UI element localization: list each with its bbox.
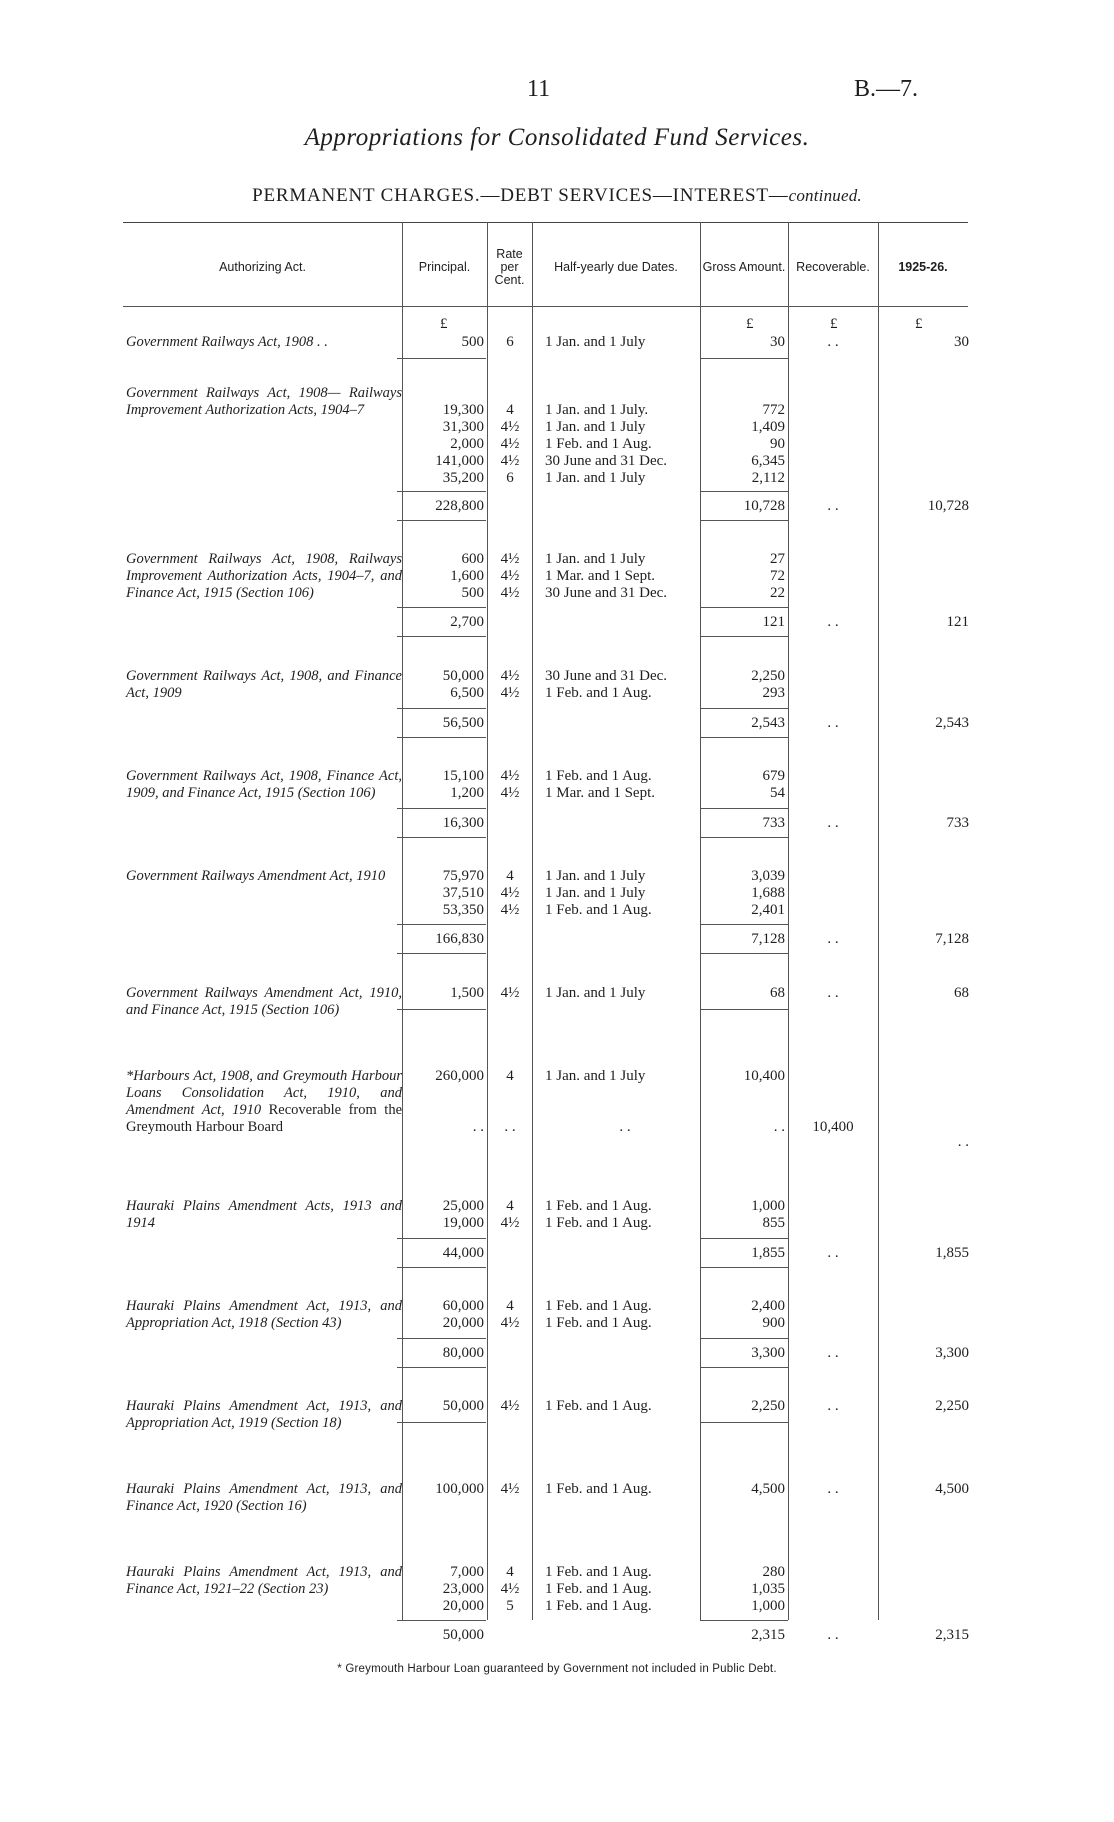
recoverable-cell: . .	[827, 1627, 839, 1643]
principal-subtotal: 56,500	[442, 715, 484, 731]
rate-cell: 4	[506, 402, 514, 418]
year-total-cell: 68	[954, 985, 969, 1001]
gross-subtotal: 2,315	[751, 1627, 785, 1643]
gross-cell: . .	[773, 1119, 785, 1135]
dates-cell: 1 Feb. and 1 Aug.	[545, 1598, 652, 1614]
principal-subtotal: 228,800	[435, 498, 484, 514]
act-title: *Harbours Act, 1908, and Greymouth Harbour Loans Consolidation Act, 1910, and Amendment Act, 1910	[126, 1068, 402, 1118]
principal-subtotal: 2,700	[450, 614, 484, 630]
rate-column	[490, 1564, 530, 1615]
gross-subtotal: 7,128	[751, 931, 785, 947]
gross-rule	[700, 636, 788, 637]
rate-cell: 4½	[500, 585, 520, 601]
rate-cell: 4½	[500, 1215, 520, 1231]
recoverable-cell: . .	[827, 1345, 839, 1361]
dates-cell: 1 Feb. and 1 Aug.	[545, 1298, 652, 1314]
gross-cell: 27	[770, 551, 785, 567]
principal-rule	[397, 358, 486, 359]
table-top-rule	[123, 222, 968, 223]
gross-cell: 1,000	[751, 1598, 785, 1614]
year-total-cell: 30	[954, 334, 969, 350]
divider-principal	[402, 222, 403, 1620]
dates-cell: 1 Feb. and 1 Aug.	[545, 436, 652, 452]
dates-cell: 1 Feb. and 1 Aug.	[545, 1198, 652, 1214]
gross-rule	[700, 358, 788, 359]
gross-cell: 1,688	[751, 885, 785, 901]
principal-cell: 75,970	[442, 868, 484, 884]
year-total-cell: 1,855	[935, 1245, 969, 1261]
gross-rule	[700, 837, 788, 838]
rate-cell: 4½	[500, 419, 520, 435]
principal-subtotal: 166,830	[435, 931, 484, 947]
rate-column	[490, 868, 530, 919]
dates-cell: 1 Jan. and 1 July	[545, 334, 646, 350]
gross-cell: 72	[770, 568, 785, 584]
dates-cell: 1 Jan. and 1 July	[545, 551, 646, 567]
gross-cell: 54	[770, 785, 785, 801]
dates-cell: 30 June and 31 Dec.	[545, 453, 668, 469]
principal-cell: 50,000	[442, 1398, 484, 1414]
principal-rule	[397, 636, 486, 637]
authorizing-act: Government Railways Act, 1908— Railways Improvement Authorization Acts, 1904–7	[126, 385, 402, 418]
principal-cell: 7,000	[450, 1564, 484, 1580]
recoverable-cell: . .	[827, 334, 839, 350]
gross-rule	[700, 520, 788, 521]
gross-cell: 22	[770, 585, 785, 601]
dates-cell: 1 Feb. and 1 Aug.	[545, 1481, 652, 1497]
authorizing-act: Hauraki Plains Amendment Acts, 1913 and 1914	[126, 1198, 402, 1231]
gross-rule	[700, 1338, 788, 1339]
authorizing-act: Hauraki Plains Amendment Act, 1913, and Finance Act, 1920 (Section 16)	[126, 1481, 402, 1514]
dates-cell: 1 Feb. and 1 Aug.	[545, 902, 652, 918]
gross-cell: 2,401	[751, 902, 785, 918]
gross-column	[700, 551, 785, 602]
rate-cell: 5	[506, 1598, 514, 1614]
dates-column	[545, 1198, 705, 1232]
rate-cell: 4	[506, 868, 514, 884]
gross-rule	[700, 808, 788, 809]
gross-subtotal: 733	[762, 815, 785, 831]
year-total-cell: 3,300	[935, 1345, 969, 1361]
gross-column	[700, 768, 785, 802]
year-total-cell: 4,500	[935, 1481, 969, 1497]
principal-cell: 35,200	[442, 470, 484, 486]
rate-column	[490, 768, 530, 802]
rate-column	[490, 402, 530, 487]
gross-cell: 2,400	[751, 1298, 785, 1314]
gross-cell: 4,500	[751, 1481, 785, 1497]
gross-rule	[700, 708, 788, 709]
gross-subtotal: 3,300	[751, 1345, 785, 1361]
dates-cell: 1 Jan. and 1 July.	[545, 402, 649, 418]
principal-rule	[397, 808, 486, 809]
recoverable-cell: . .	[827, 498, 839, 514]
column-header-rate: Rate per Cent.	[494, 247, 525, 287]
dates-cell: 1 Feb. and 1 Aug.	[545, 1398, 652, 1414]
gross-column	[700, 402, 785, 487]
authorizing-act: Hauraki Plains Amendment Act, 1913, and Finance Act, 1921–22 (Section 23)	[126, 1564, 402, 1597]
gross-cell: 772	[762, 402, 785, 418]
authorizing-act: Government Railways Amendment Act, 1910, and Finance Act, 1915 (Section 106)	[126, 985, 402, 1018]
gross-cell: 855	[762, 1215, 785, 1231]
gross-cell: 2,250	[751, 1398, 785, 1414]
authorizing-act: Government Railways Act, 1908, Finance Act, 1909, and Finance Act, 1915 (Section 106)	[126, 768, 402, 801]
dates-cell: 1 Jan. and 1 July	[545, 985, 646, 1001]
year-total-cell: 733	[946, 815, 969, 831]
dates-column	[545, 1298, 705, 1332]
principal-cell: 19,000	[442, 1215, 484, 1231]
recoverable-cell: . .	[827, 931, 839, 947]
principal-column	[404, 1564, 484, 1615]
rate-cell: 6	[506, 470, 514, 486]
principal-cell: 1,500	[450, 985, 484, 1001]
principal-cell: 500	[461, 585, 484, 601]
rate-cell: 4½	[500, 1481, 520, 1497]
dates-cell: . .	[619, 1119, 631, 1135]
rate-cell: 4½	[500, 985, 520, 1001]
dates-cell: 1 Jan. and 1 July	[545, 1068, 646, 1084]
principal-cell: 60,000	[442, 1298, 484, 1314]
dates-cell: 30 June and 31 Dec.	[545, 668, 668, 684]
column-header-recoverable: Recoverable.	[796, 260, 870, 274]
dates-cell: 1 Feb. and 1 Aug.	[545, 1564, 652, 1580]
authorizing-act: Hauraki Plains Amendment Act, 1913, and Appropriation Act, 1919 (Section 18)	[126, 1398, 402, 1431]
principal-cell: 500	[461, 334, 484, 350]
principal-rule	[397, 708, 486, 709]
principal-rule	[397, 1620, 486, 1621]
dates-column	[545, 868, 705, 919]
principal-cell: 20,000	[442, 1315, 484, 1331]
principal-cell: 53,350	[442, 902, 484, 918]
unit-recoverable: £	[830, 316, 838, 332]
principal-column	[404, 668, 484, 702]
column-header-gross: Gross Amount.	[702, 260, 786, 274]
recoverable-note: Recoverable from the Greymouth Harbour Board	[126, 1102, 402, 1135]
principal-cell: 2,000	[450, 436, 484, 452]
column-header-year: 1925-26.	[898, 260, 948, 274]
gross-rule	[700, 953, 788, 954]
gross-rule	[700, 924, 788, 925]
principal-rule	[397, 953, 486, 954]
rate-cell: 4	[506, 1198, 514, 1214]
rate-cell: 4½	[500, 1398, 520, 1414]
gross-cell: 10,400	[743, 1068, 785, 1084]
gross-cell: 2,112	[751, 470, 785, 486]
principal-cell: 37,510	[442, 885, 484, 901]
gross-subtotal: 2,543	[751, 715, 785, 731]
gross-cell: 293	[762, 685, 785, 701]
principal-subtotal: 44,000	[442, 1245, 484, 1261]
gross-cell: 68	[770, 985, 785, 1001]
authorizing-act	[126, 1068, 402, 1136]
recoverable-cell: . .	[827, 1245, 839, 1261]
gross-cell: 280	[762, 1564, 785, 1580]
principal-column	[404, 1298, 484, 1332]
principal-cell: 100,000	[435, 1481, 484, 1497]
principal-cell: 25,000	[442, 1198, 484, 1214]
gross-rule	[700, 737, 788, 738]
dates-cell: 1 Jan. and 1 July	[545, 868, 646, 884]
rate-cell: 4½	[500, 668, 520, 684]
year-total-cell: . .	[957, 1134, 969, 1150]
gross-cell: 1,409	[751, 419, 785, 435]
recoverable-cell: . .	[827, 1398, 839, 1414]
recoverable-cell: . .	[827, 985, 839, 1001]
unit-principal: £	[440, 316, 448, 332]
gross-subtotal: 121	[762, 614, 785, 630]
authorizing-act: Government Railways Act, 1908, and Finance Act, 1909	[126, 668, 402, 701]
gross-rule	[700, 491, 788, 492]
recoverable-cell: . .	[827, 1481, 839, 1497]
principal-column	[404, 1198, 484, 1232]
dates-column	[545, 551, 705, 602]
divider-rate	[487, 222, 488, 1620]
page-number: 11	[527, 76, 551, 102]
principal-rule	[397, 1367, 486, 1368]
unit-gross: £	[746, 316, 754, 332]
dates-cell: 1 Mar. and 1 Sept.	[545, 785, 655, 801]
gross-column	[700, 1564, 785, 1615]
column-header-dates: Half-yearly due Dates.	[554, 260, 678, 274]
gross-rule	[700, 1620, 788, 1621]
gross-cell: 6,345	[751, 453, 785, 469]
principal-cell: 141,000	[435, 453, 484, 469]
unit-year: £	[915, 316, 923, 332]
principal-cell: 19,300	[442, 402, 484, 418]
gross-column	[700, 868, 785, 919]
principal-cell: 20,000	[442, 1598, 484, 1614]
dates-cell: 1 Feb. and 1 Aug.	[545, 685, 652, 701]
gross-column	[700, 1198, 785, 1232]
principal-subtotal: 80,000	[442, 1345, 484, 1361]
dates-cell: 30 June and 31 Dec.	[545, 585, 668, 601]
rate-cell: 4	[506, 1298, 514, 1314]
gross-rule	[700, 1009, 788, 1010]
column-header-act: Authorizing Act.	[219, 260, 306, 274]
gross-rule	[700, 1422, 788, 1423]
principal-subtotal: 50,000	[442, 1627, 484, 1643]
gross-rule	[700, 1267, 788, 1268]
rate-cell: 4	[506, 1068, 514, 1084]
header-bottom-rule	[123, 306, 968, 307]
rate-cell: . .	[504, 1119, 516, 1135]
dates-cell: 1 Feb. and 1 Aug.	[545, 768, 652, 784]
footnote: * Greymouth Harbour Loan guaranteed by Government not included in Public Debt.	[337, 1663, 777, 1675]
gross-subtotal: 1,855	[751, 1245, 785, 1261]
gross-cell: 1,000	[751, 1198, 785, 1214]
gross-cell: 2,250	[751, 668, 785, 684]
rate-column	[490, 551, 530, 602]
principal-cell: 31,300	[442, 419, 484, 435]
recoverable-cell: . .	[827, 815, 839, 831]
rate-cell: 4½	[500, 1581, 520, 1597]
rate-cell: 4½	[500, 885, 520, 901]
rate-cell: 4½	[500, 685, 520, 701]
dates-column	[545, 1564, 705, 1615]
year-total-cell: 2,543	[935, 715, 969, 731]
principal-rule	[397, 607, 486, 608]
recoverable-cell: . .	[827, 715, 839, 731]
authorizing-act: Government Railways Act, 1908 . .	[126, 334, 328, 350]
gross-cell: 3,039	[751, 868, 785, 884]
gross-rule	[700, 1238, 788, 1239]
rate-cell: 4½	[500, 768, 520, 784]
principal-rule	[397, 491, 486, 492]
recoverable-cell: 10,400	[812, 1119, 854, 1135]
rate-cell: 4½	[500, 568, 520, 584]
rate-cell: 4½	[500, 1315, 520, 1331]
dates-cell: 1 Feb. and 1 Aug.	[545, 1581, 652, 1597]
gross-rule	[700, 607, 788, 608]
year-total-cell: 10,728	[927, 498, 969, 514]
dates-cell: 1 Mar. and 1 Sept.	[545, 568, 655, 584]
year-total-cell: 7,128	[935, 931, 969, 947]
subtitle-main: PERMANENT CHARGES.—DEBT SERVICES—INTEREST—	[252, 185, 789, 206]
principal-column	[404, 551, 484, 602]
gross-column	[700, 668, 785, 702]
principal-cell: 6,500	[450, 685, 484, 701]
principal-rule	[397, 837, 486, 838]
principal-cell: . .	[472, 1119, 484, 1135]
rate-cell: 4½	[500, 551, 520, 567]
recoverable-cell: . .	[827, 614, 839, 630]
principal-rule	[397, 1267, 486, 1268]
principal-cell: 600	[461, 551, 484, 567]
dates-cell: 1 Feb. and 1 Aug.	[545, 1215, 652, 1231]
gross-cell: 90	[770, 436, 785, 452]
rate-cell: 4½	[500, 453, 520, 469]
principal-rule	[397, 1238, 486, 1239]
principal-rule	[397, 1009, 486, 1010]
year-total-cell: 121	[946, 614, 969, 630]
rate-cell: 4½	[500, 436, 520, 452]
dates-column	[545, 768, 705, 802]
document-reference: B.—7.	[853, 76, 918, 102]
subtitle-suffix: continued.	[788, 186, 862, 205]
rate-cell: 6	[506, 334, 514, 350]
gross-cell: 1,035	[751, 1581, 785, 1597]
year-total-cell: 2,315	[935, 1627, 969, 1643]
authorizing-act: Government Railways Act, 1908, Railways Improvement Authorization Acts, 1904–7, and Finance Act, 1915 (Section 106)	[126, 551, 402, 601]
dates-cell: 1 Feb. and 1 Aug.	[545, 1315, 652, 1331]
divider-dates	[532, 222, 533, 1620]
page-subtitle	[0, 185, 1114, 207]
dates-column	[545, 668, 705, 702]
principal-rule	[397, 520, 486, 521]
column-header-principal: Principal.	[418, 260, 471, 274]
divider-year	[878, 222, 879, 1620]
rate-column	[490, 1198, 530, 1232]
authorizing-act: Hauraki Plains Amendment Act, 1913, and Appropriation Act, 1918 (Section 43)	[126, 1298, 402, 1331]
gross-cell: 30	[770, 334, 785, 350]
rate-cell: 4½	[500, 902, 520, 918]
rate-cell: 4½	[500, 785, 520, 801]
year-total-cell: 2,250	[935, 1398, 969, 1414]
principal-rule	[397, 924, 486, 925]
principal-cell: 1,600	[450, 568, 484, 584]
authorizing-act: Government Railways Amendment Act, 1910	[126, 868, 386, 884]
dates-column	[545, 402, 705, 487]
principal-subtotal: 16,300	[442, 815, 484, 831]
principal-rule	[397, 737, 486, 738]
principal-cell: 23,000	[442, 1581, 484, 1597]
dates-cell: 1 Jan. and 1 July	[545, 470, 646, 486]
gross-rule	[700, 1367, 788, 1368]
principal-cell: 1,200	[450, 785, 484, 801]
dates-cell: 1 Jan. and 1 July	[545, 419, 646, 435]
gross-cell: 679	[762, 768, 785, 784]
principal-column	[404, 868, 484, 919]
rate-cell: 4	[506, 1564, 514, 1580]
principal-cell: 15,100	[442, 768, 484, 784]
principal-rule	[397, 1422, 486, 1423]
rate-column	[490, 1298, 530, 1332]
gross-column	[700, 1298, 785, 1332]
principal-column	[404, 768, 484, 802]
gross-cell: 900	[762, 1315, 785, 1331]
principal-cell: 50,000	[442, 668, 484, 684]
principal-cell: 260,000	[435, 1068, 484, 1084]
gross-subtotal: 10,728	[743, 498, 785, 514]
principal-column	[404, 402, 484, 487]
principal-rule	[397, 1338, 486, 1339]
dates-cell: 1 Jan. and 1 July	[545, 885, 646, 901]
page-title: Appropriations for Consolidated Fund Services.	[304, 124, 810, 151]
rate-column	[490, 668, 530, 702]
